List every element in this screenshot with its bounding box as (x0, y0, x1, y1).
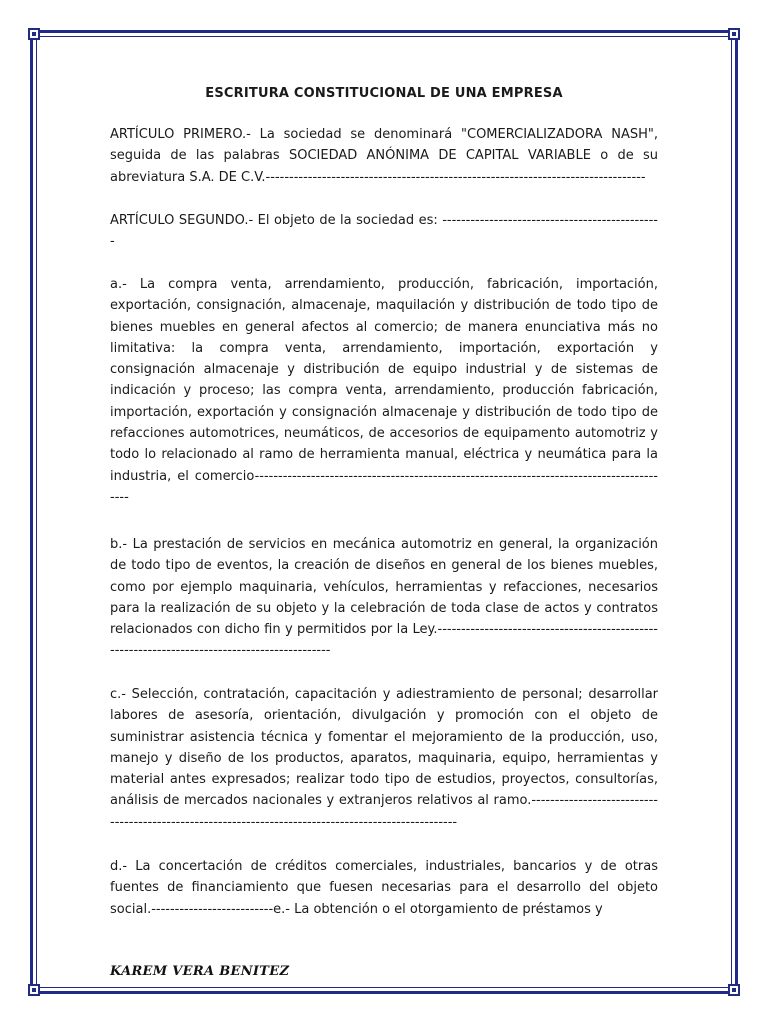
footer-author-name: KAREM VERA BENITEZ (110, 964, 290, 979)
corner-ornament-top-left (28, 28, 40, 40)
paragraph-articulo-primero: ARTÍCULO PRIMERO.- La sociedad se denominará "COMERCIALIZADORA NASH", seguida de las palabras SOCIEDAD ANÓNIMA DE CAPITAL VARIABLE o de su abreviatura S.A. DE C.V.--------------------------------------------------------------------------------- (110, 127, 658, 185)
corner-ornament-bottom-right (728, 984, 740, 996)
paragraph-inciso-b: b.- La prestación de servicios en mecánica automotriz en general, la organización de todo tipo de eventos, la creación de diseños en general de los bienes muebles, como por ejemplo maquinaria, vehículos, herramientas y refacciones, necesarios para la realización de su objeto y la celebración de toda clase de actos y contratos relacionados con dicho fin y permitidos por la Ley.---------------------------------------------------------------------------------------------- (110, 537, 658, 659)
corner-ornament-top-right (728, 28, 740, 40)
paragraph-inciso-d: d.- La concertación de créditos comerciales, industriales, bancarios y de otras fuentes de financiamiento que fuesen necesarias para el desarrollo del objeto social.--------------------------e.- La obtención o el otorgamiento de préstamos y (110, 859, 658, 917)
paragraph-inciso-c: c.- Selección, contratación, capacitación y adiestramiento de personal; desarrollar labores de asesoría, orientación, divulgación y promoción con el objeto de suministrar asistencia técnica y fomentar el mejoramiento de la producción, uso, manejo y diseño de los productos, aparatos, maquinaria, equipo, herramientas y material antes expresados; realizar todo tipo de estudios, proyectos, consultorías, análisis de mercados nacionales y extranjeros relativos al ramo.----------------------------------------------------------------------------------------------------- (110, 687, 658, 830)
paragraph-inciso-a: a.- La compra venta, arrendamiento, producción, fabricación, importación, exportación, consignación, almacenaje, maquilación y distribución de todo tipo de bienes muebles en general afectos al comercio; de manera enunciativa más no limitativa: la compra venta, arrendamiento, importación, exportación y consignación almacenaje y distribución de equipo industrial y de sistemas de indicación y proceso; las compra venta, arrendamiento, producción fabricación, importación, exportación y consignación almacenaje y distribución de todo tipo de refacciones automotrices, neumáticos, de accesorios de equipamento automotriz y todo lo relacionado al ramo de herramienta manual, eléctrica y neumática para la industria, el comercio------------------------------------------------------------------------------------------ (110, 277, 658, 505)
paragraph-articulo-segundo: ARTÍCULO SEGUNDO.- El objeto de la sociedad es: ----------------------------------------------- (110, 213, 658, 250)
document-title: ESCRITURA CONSTITUCIONAL DE UNA EMPRESA (205, 86, 563, 101)
corner-ornament-bottom-left (28, 984, 40, 996)
